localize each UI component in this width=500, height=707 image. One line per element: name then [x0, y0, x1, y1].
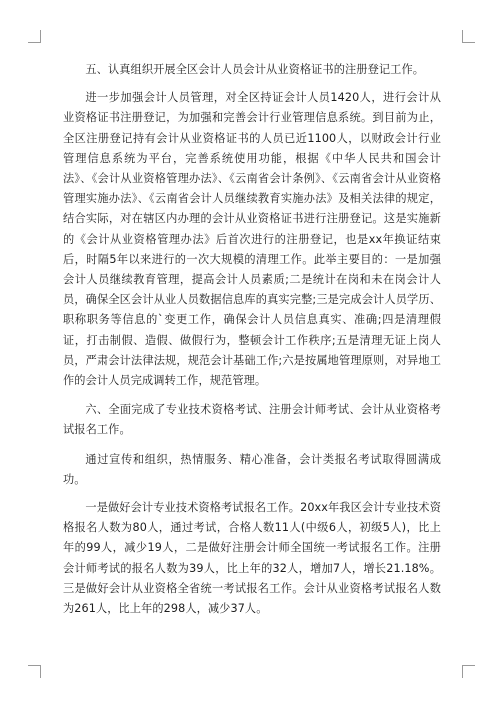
crop-mark-top-right — [462, 30, 475, 43]
crop-mark-bottom-left — [28, 665, 41, 678]
section-five-heading: 五、认真组织开展全区会计人员会计从业资格证书的注册登记工作。 — [85, 63, 425, 76]
document-body — [63, 60, 441, 619]
crop-mark-top-left — [28, 30, 41, 43]
section-six-intro: 通过宣传和组织，热情服务、精心准备，会计类报名考试取得圆满成功。 — [63, 452, 441, 486]
section-five-body: 进一步加强会计人员管理，对全区持证会计人员1420人，进行会计从业资格证书注册登记，为加强和完善会计行业管理信息系统。到目前为止，全区注册登记持有会计从业资格证书的人员已近1100人，以财政会计行业管理信息系统为平台，完善系统使用功能，根据《中华人民共和国会计法》、《会计从业资格管理办法》、《云南省会计条例》、《云南省会计从业资格管理实施办法》、《云南省会计人员继续教育实施办法》及相关法律的规定，结合实际，对在辖区内办理的会计从业资格证书进行注册登记。这是实施新的《会计从业资格管理办法》后首次进行的注册登记，也是xx年换证结束后，时隔5年以来进行的一次大规模的清理工作。此举主要目的：一是加强会计人员继续教育管理，提高会计人员素质;二是统计在岗和未在岗会计人员，确保全区会计从业人员数据信息库的真实完整;三是完成会计人员学历、职称职务等信息的`变更工作，确保会计人员信息真实、准确;四是清理假证，打击制假、造假、做假行为，整顿会计工作秩序;五是清理无证上岗人员，严肃会计法律法规，规范会计基础工作;六是按属地管理原则，对异地工作的会计人员完成调转工作，规范管理。 — [63, 91, 441, 388]
section-six-heading: 六、全面完成了专业技术资格考试、注册会计师考试、会计从业资格考试报名工作。 — [63, 403, 441, 437]
crop-mark-bottom-right — [462, 665, 475, 678]
section-six-body: 一是做好会计专业技术资格考试报名工作。20xx年我区会计专业技术资格报名人数为80人，通过考试，合格人数11人(中级6人，初级5人)，比上年的99人，减少19人，二是做好注册会计师全国统一考试报名工作。注册会计师考试的报名人数为39人，比上年的32人，增加7人，增长21.18%。三是做好会计从业资格全省统一考试报名工作。会计从业资格考试报名人数为261人，比上年的298人，减少37人。 — [63, 501, 441, 616]
